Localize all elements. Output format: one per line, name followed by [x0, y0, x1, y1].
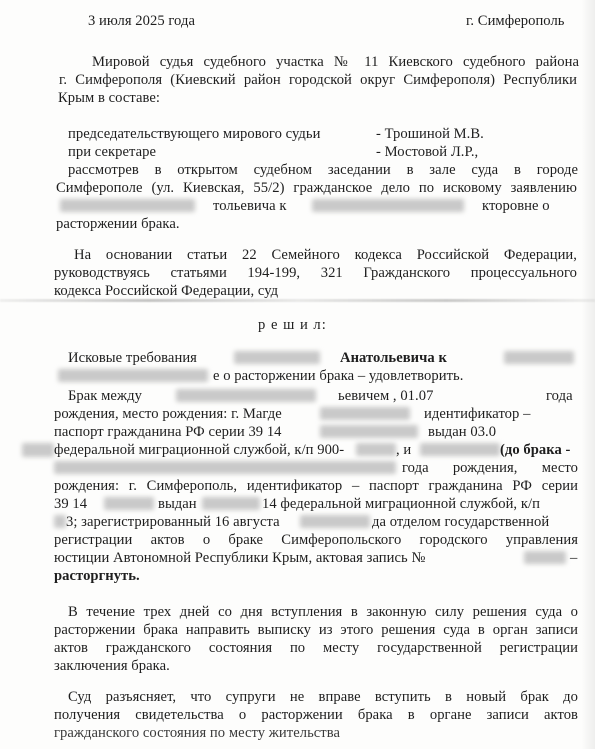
case-line-2: Симферополе (ул. Киевская, 55/2) гражданское дело по исковому заявлению [56, 180, 577, 196]
marriage-line-2a: рождения, место рождения: г. Магде [54, 406, 282, 422]
marriage-line-11: расторгнуть. [54, 568, 140, 584]
marriage-line-6: рождения: г. Симферополь, идентификатор – паспорт гражданина РФ серии [54, 478, 578, 494]
redaction [300, 515, 370, 528]
court-line-3: Крым в составе: [58, 90, 160, 106]
marriage-line-7c: 14 федеральной миграционной службой, к/п [262, 496, 540, 512]
redaction [202, 497, 260, 510]
marriage-line-1a: Брак между [68, 388, 142, 404]
marriage-line-10b: – [570, 550, 578, 566]
marriage-line-8b: да отделом государственной [372, 514, 550, 530]
basis-line-3: кодекса Российской Федерации, суд [54, 283, 279, 299]
redaction [60, 199, 195, 212]
marriage-line-3a: паспорт гражданина РФ серии 39 14 [54, 424, 282, 440]
redaction [54, 515, 66, 528]
claims-line-1a: Исковые требования [68, 350, 197, 366]
claims-line-1b: Анатольевича к [340, 350, 447, 366]
redaction [234, 351, 320, 364]
direction-line-3: актов гражданского состояния по месту государственной регистрации [54, 640, 578, 656]
marriage-line-1b: ьевичем , 01.07 [338, 388, 434, 404]
secretary-name: - Мостовой Л.Р., [376, 144, 479, 160]
redaction [320, 407, 410, 420]
marriage-line-4c: (до брака - [500, 442, 571, 458]
page-fold [0, 299, 595, 302]
explain-line-3: гражданского состояния по месту жительства [54, 725, 341, 741]
decision-heading: р е ш и л: [258, 317, 327, 333]
redaction [356, 443, 396, 456]
redaction [420, 443, 500, 456]
decision-date: 3 июля 2025 года [88, 13, 195, 29]
direction-line-2: расторжении брака направить выписку из этого решения суда в орган записи [54, 622, 578, 638]
redaction [504, 351, 574, 364]
marriage-line-7a: 39 14 [54, 496, 88, 512]
basis-line-1: На основании статьи 22 Семейного кодекса Российской Федерации, [74, 247, 577, 263]
redaction [320, 425, 418, 438]
explain-line-1: Суд разъясняет, что супруги не вправе вступить в новый брак до [68, 689, 578, 705]
basis-line-2: руководствуясь статьями 194-199, 321 Гражданского процессуального [54, 265, 577, 281]
case-line-1: рассмотрев в открытом судебном заседании в зале суда в городе [68, 162, 578, 178]
page-edge-shadow [581, 0, 595, 749]
marriage-line-8a: 3; зарегистрированный 16 августа [66, 514, 280, 530]
presiding-label: председательствующего мирового судьи [68, 126, 321, 142]
marriage-line-1c: года [546, 388, 573, 404]
redaction [104, 497, 154, 510]
redaction [176, 389, 316, 402]
case-line-3b: кторовне о [482, 198, 550, 214]
redaction [54, 461, 396, 474]
redaction [58, 369, 208, 382]
redaction [22, 443, 54, 457]
explain-line-2: получения свидетельства о расторжении брака в органе записи актов [54, 707, 578, 723]
claims-line-2: е о расторжении брака – удовлетворить. [213, 368, 464, 384]
marriage-line-4a: федеральной миграционной службой, к/п 900- [54, 442, 345, 458]
direction-line-4: заключения брака. [54, 658, 170, 674]
marriage-line-3b: выдан 03.0 [428, 424, 497, 440]
court-line-1: Мировой судья судебного участка № 11 Киевского судебного района [92, 54, 579, 70]
marriage-line-2b: идентификатор – [424, 406, 531, 422]
case-line-3a: тольевича к [213, 198, 287, 214]
marriage-line-10a: юстиции Автономной Республики Крым, актовая запись № [54, 550, 426, 566]
marriage-line-4b: , и [396, 442, 412, 458]
court-line-2: г. Симферополя (Киевский район городской округ Симферополя) Республики [59, 72, 577, 88]
marriage-line-7b: выдан [158, 496, 197, 512]
direction-line-1: В течение трех дней со дня вступления в законную силу решения суда о [68, 604, 578, 620]
redaction [312, 199, 464, 212]
marriage-line-5: года рождения, место [402, 460, 578, 476]
marriage-line-9: регистрации актов о браке Симферопольского городского управления [54, 532, 578, 548]
case-line-4: расторжении брака. [56, 216, 180, 232]
presiding-name: - Трошиной М.В. [376, 126, 484, 142]
decision-city: г. Симферополь [466, 13, 565, 29]
secretary-label: при секретаре [68, 144, 157, 160]
redaction [524, 551, 566, 564]
